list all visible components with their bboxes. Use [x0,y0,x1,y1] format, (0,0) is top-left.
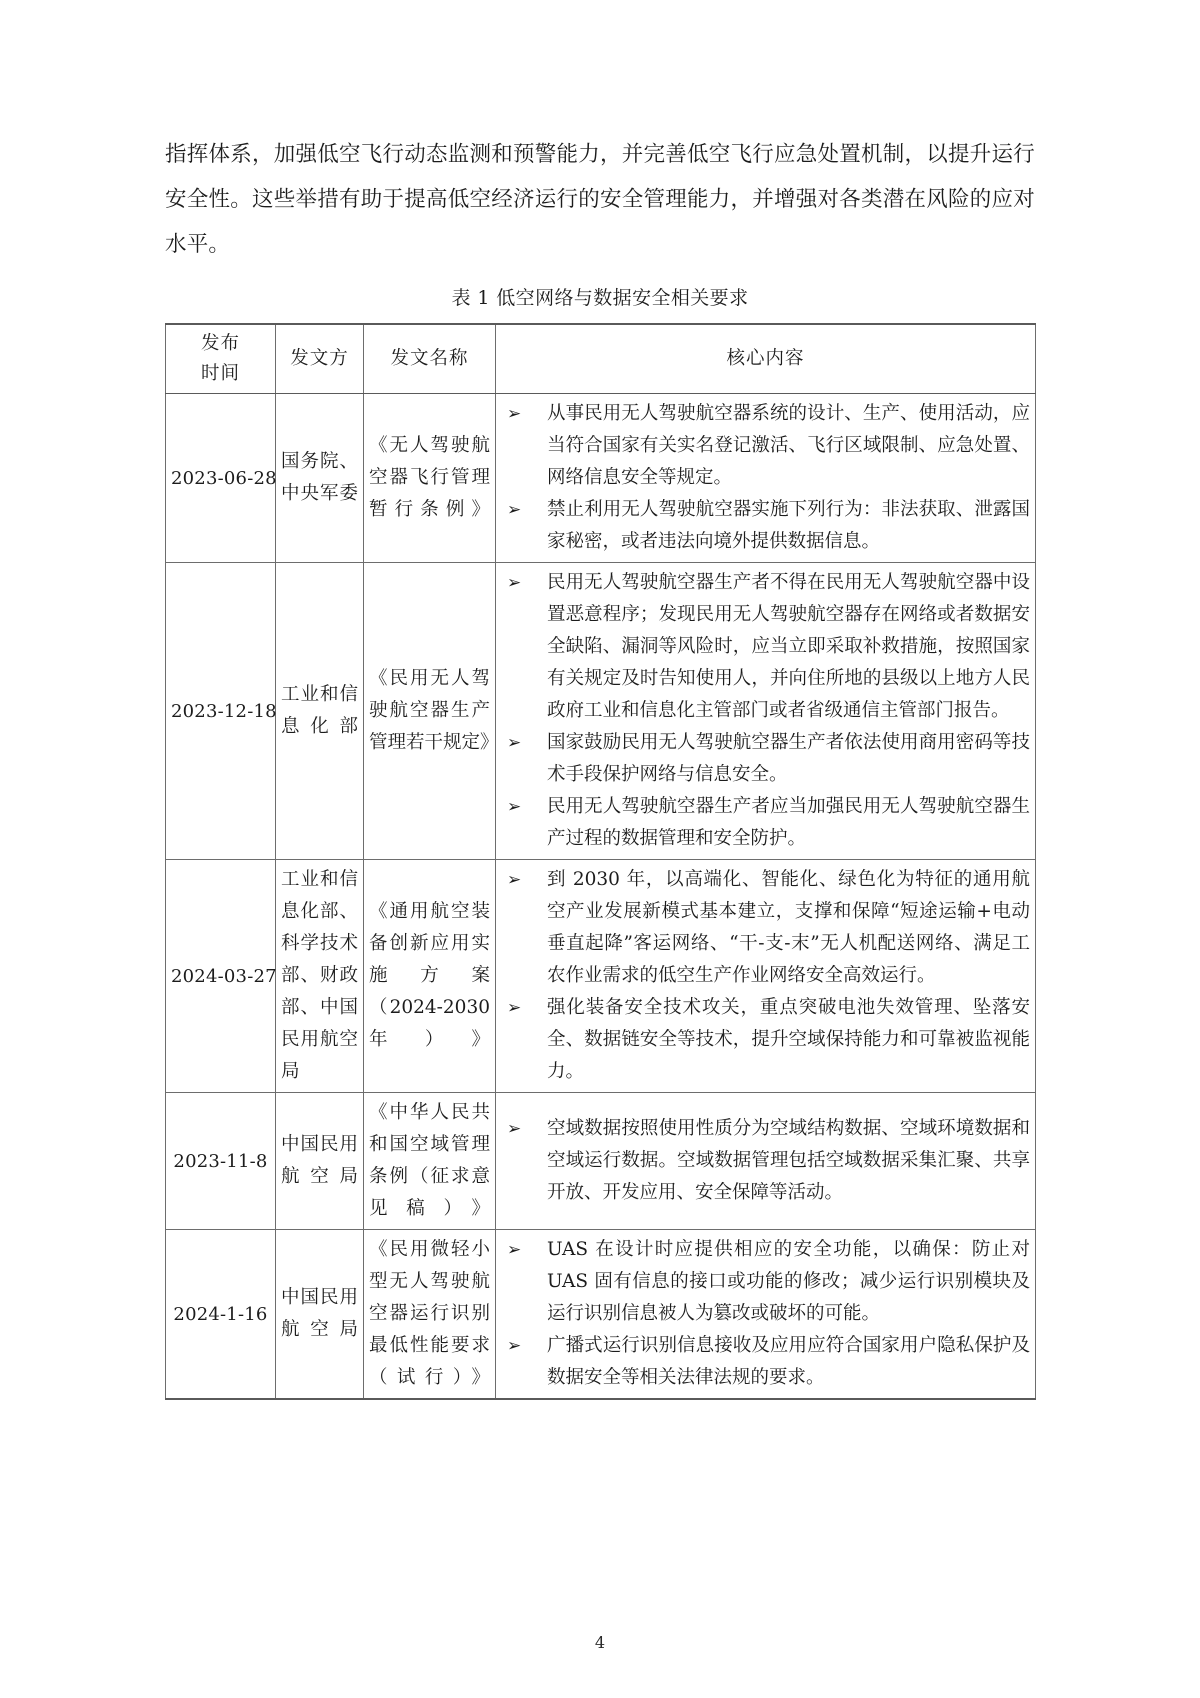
bullet-list [501,864,1030,1088]
list-item-text: 空域数据按照使用性质分为空域结构数据、空域环境数据和空域运行数据。空域数据管理包括空域数据采集汇聚、共享开放、开发应用、安全保障等活动。 [547,1118,1030,1203]
list-item [501,1234,1030,1330]
cell-date: 2024-03-27 [166,860,276,1093]
column-header-issuer: 发文方 [276,324,364,394]
column-header-date [166,324,276,394]
cell-issuer: 中国民用航空局 [276,1230,364,1400]
list-item-text: 广播式运行识别信息接收及应用应符合国家用户隐私保护及数据安全等相关法律法规的要求。 [547,1335,1030,1388]
column-header-core-content: 核心内容 [496,324,1036,394]
table-row [166,1093,1036,1230]
bullet-arrow-icon: ➢ [507,1119,522,1139]
bullet-arrow-icon: ➢ [507,1240,522,1260]
list-item [501,398,1030,494]
cell-date: 2023-11-8 [166,1093,276,1230]
table-header [166,324,1036,394]
table-row [166,394,1036,563]
low-altitude-security-requirements-table [165,323,1036,1400]
bullet-arrow-icon: ➢ [507,1336,522,1356]
bullet-arrow-icon: ➢ [507,404,522,424]
list-item [501,864,1030,992]
cell-date: 2024-1-16 [166,1230,276,1400]
list-item [501,567,1030,727]
cell-issuer: 国务院、中央军委 [276,394,364,563]
table-caption: 表 1 低空网络与数据安全相关要求 [451,287,749,309]
cell-date: 2023-12-18 [166,563,276,860]
cell-doc-name: 《通用航空装备创新应用实施方案（2024-2030年）》 [364,860,496,1093]
page-number: 4 [594,1633,606,1652]
bullet-arrow-icon: ➢ [507,573,522,593]
table-row [166,860,1036,1093]
list-item-text: 民用无人驾驶航空器生产者应当加强民用无人驾驶航空器生产过程的数据管理和安全防护。 [547,796,1030,849]
cell-date: 2023-06-28 [166,394,276,563]
bullet-arrow-icon: ➢ [507,870,522,890]
bullet-list [501,1234,1030,1394]
bullet-list [501,567,1030,855]
cell-issuer: 工业和信息化部、科学技术部、财政部、中国民用航空局 [276,860,364,1093]
bullet-arrow-icon: ➢ [507,500,522,520]
list-item-text: 从事民用无人驾驶航空器系统的设计、生产、使用活动，应当符合国家有关实名登记激活、飞行区域限制、应急处置、网络信息安全等规定。 [547,403,1030,488]
list-item-text: 民用无人驾驶航空器生产者不得在民用无人驾驶航空器中设置恶意程序；发现民用无人驾驶航空器存在网络或者数据安全缺陷、漏洞等风险时，应当立即采取补救措施，按照国家有关规定及时告知使用人，并向住所地的县级以上地方人民政府工业和信息化主管部门或者省级通信主管部门报告。 [547,572,1030,721]
list-item [501,1330,1030,1394]
cell-issuer: 工业和信息化部 [276,563,364,860]
bullet-arrow-icon: ➢ [507,733,522,753]
table-body [166,394,1036,1400]
bullet-list [501,1113,1030,1209]
list-item [501,727,1030,791]
list-item-text: 强化装备安全技术攻关，重点突破电池失效管理、坠落安全、数据链安全等技术，提升空域保持能力和可靠被监视能力。 [547,997,1030,1082]
list-item [501,1113,1030,1209]
list-item [501,791,1030,855]
bullet-list [501,398,1030,558]
bullet-arrow-icon: ➢ [507,998,522,1018]
list-item-text: UAS 在设计时应提供相应的安全功能，以确保：防止对 UAS 固有信息的接口或功能的修改；减少运行识别模块及运行识别信息被人为篡改或破坏的可能。 [547,1239,1030,1324]
column-header-date-line1: 发布 [200,333,240,354]
table-row [166,1230,1036,1400]
column-header-doc-name: 发文名称 [364,324,496,394]
list-item [501,992,1030,1088]
cell-core-content [496,563,1036,860]
table-header-row [166,324,1036,394]
cell-doc-name: 《民用微轻小型无人驾驶航空器运行识别最低性能要求（试行）》 [364,1230,496,1400]
cell-doc-name: 《民用无人驾驶航空器生产管理若干规定》 [364,563,496,860]
cell-core-content [496,1093,1036,1230]
list-item-text: 禁止利用无人驾驶航空器实施下列行为：非法获取、泄露国家秘密，或者违法向境外提供数据信息。 [547,499,1030,552]
table-row [166,563,1036,860]
cell-core-content [496,1230,1036,1400]
list-item [501,494,1030,558]
cell-issuer: 中国民用航空局 [276,1093,364,1230]
column-header-date-line2: 时间 [200,363,240,384]
cell-doc-name: 《无人驾驶航空器飞行管理暂行条例》 [364,394,496,563]
list-item-text: 到 2030 年，以高端化、智能化、绿色化为特征的通用航空产业发展新模式基本建立，支撑和保障“短途运输+电动垂直起降”客运网络、“干-支-末”无人机配送网络、满足工农作业需求的低空生产作业网络安全高效运行。 [547,869,1030,986]
cell-core-content [496,860,1036,1093]
cell-doc-name: 《中华人民共和国空域管理条例（征求意见稿）》 [364,1093,496,1230]
intro-paragraph: 指挥体系，加强低空飞行动态监测和预警能力，并完善低空飞行应急处置机制，以提升运行安全性。这些举措有助于提高低空经济运行的安全管理能力，并增强对各类潜在风险的应对水平。 [165,142,1035,257]
cell-core-content [496,394,1036,563]
list-item-text: 国家鼓励民用无人驾驶航空器生产者依法使用商用密码等技术手段保护网络与信息安全。 [547,732,1030,785]
bullet-arrow-icon: ➢ [507,797,522,817]
